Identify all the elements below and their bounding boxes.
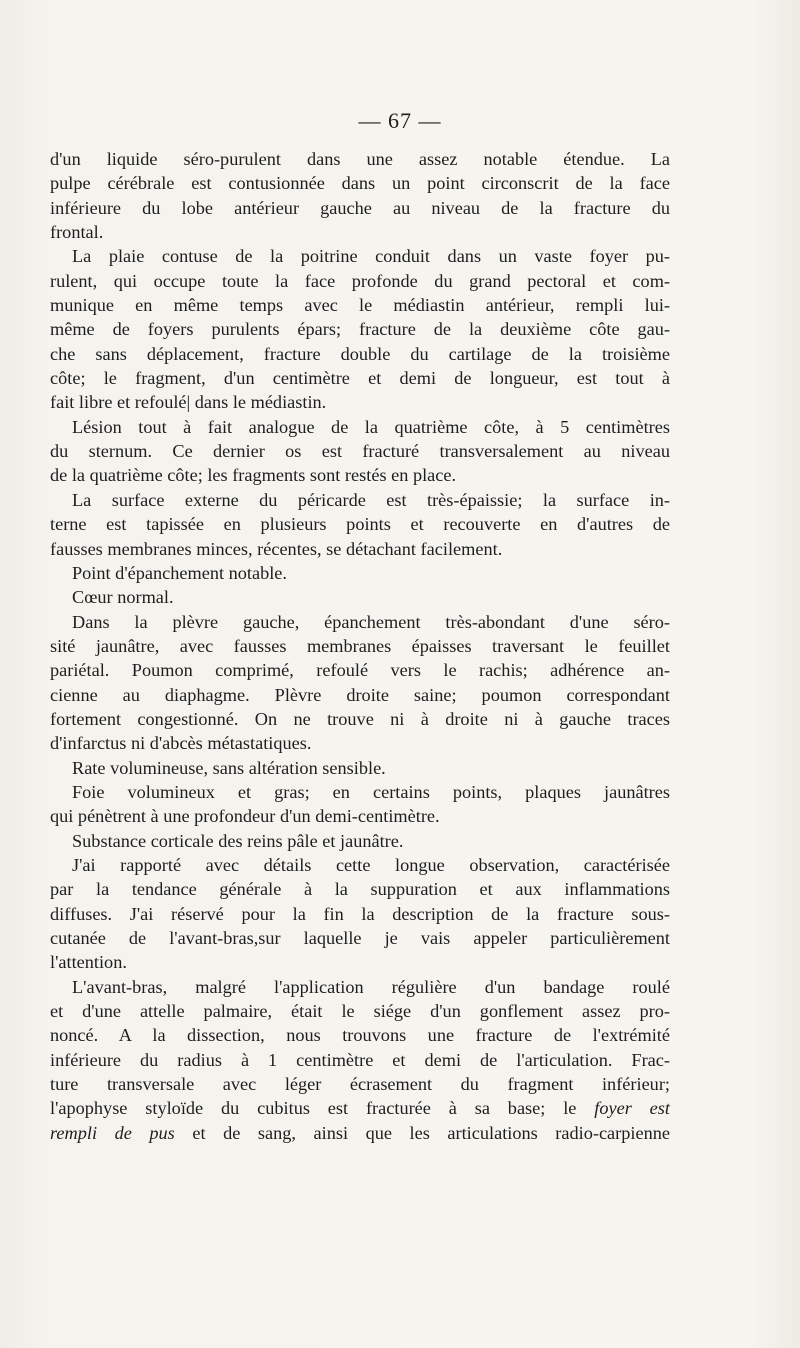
line-text: Foie volumineux et gras; en certains points, plaques jaunâtres (72, 781, 670, 802)
text-line (50, 415, 670, 439)
text-line (50, 731, 670, 755)
text-line (50, 317, 670, 341)
italic-text: foyer est (594, 1098, 670, 1119)
body-text (50, 147, 670, 1145)
text-line (50, 585, 670, 609)
line-text: frontal. (50, 222, 104, 243)
line-text: La plaie contuse de la poitrine conduit dans un vaste foyer pu- (72, 246, 670, 267)
line-text: ture transversale avec léger écrasement du fragment inférieur; (50, 1074, 670, 1095)
page-number: — 67 — (358, 108, 442, 133)
text-line (50, 342, 670, 366)
text-line (50, 196, 670, 220)
text-line (50, 877, 670, 901)
line-text: La surface externe du péricarde est très-épaissie; la surface in- (72, 489, 670, 510)
line-text: Dans la plèvre gauche, épanchement très-abondant d'une séro- (72, 611, 670, 632)
line-text: Point d'épanchement notable. (72, 562, 287, 583)
text-line (50, 999, 670, 1023)
line-text: fausses membranes minces, récentes, se détachant facilement. (50, 538, 503, 559)
line-text: Cœur normal. (72, 587, 174, 608)
text-line (50, 390, 670, 414)
line-text: J'ai rapporté avec détails cette longue observation, caractérisée (72, 854, 670, 875)
text-line (50, 804, 670, 828)
text-line (50, 853, 670, 877)
line-text: l'apophyse styloïde du cubitus est fracturée à sa base; le (50, 1098, 577, 1119)
text-line (50, 512, 670, 536)
text-line (50, 147, 670, 171)
text-line (50, 463, 670, 487)
line-text: inférieure du radius à 1 centimètre et demi de l'articulation. Frac- (50, 1049, 670, 1070)
text-line (50, 1072, 670, 1096)
line-text: d'un liquide séro-purulent dans une assez notable étendue. La (50, 149, 670, 169)
text-line (50, 293, 670, 317)
line-text: l'attention. (50, 952, 127, 973)
line-text: inférieure du lobe antérieur gauche au niveau de la fracture du (50, 197, 670, 218)
text-line (50, 244, 670, 268)
line-text: et d'une attelle palmaire, était le siége d'un gonflement assez pro- (50, 1001, 670, 1022)
line-text: noncé. A la dissection, nous trouvons une fracture de l'extrémité (50, 1025, 670, 1046)
text-line (50, 220, 670, 244)
text-line (50, 683, 670, 707)
text-line (50, 829, 670, 853)
line-text: rulent, qui occupe toute la face profonde du grand pectoral et com- (50, 270, 670, 291)
line-text: L'avant-bras, malgré l'application régulière d'un bandage roulé (72, 976, 670, 997)
text-line (50, 366, 670, 390)
text-line (50, 756, 670, 780)
text-line (50, 658, 670, 682)
text-line (50, 926, 670, 950)
text-line (50, 610, 670, 634)
line-text: qui pénètrent à une profondeur d'un demi-centimètre. (50, 806, 440, 827)
text-line (50, 902, 670, 926)
text-line (50, 269, 670, 293)
line-text: de la quatrième côte; les fragments sont restés en place. (50, 465, 457, 486)
text-line (50, 1121, 670, 1145)
text-line (50, 634, 670, 658)
line-text: côte; le fragment, d'un centimètre et demi de longueur, est tout à (50, 368, 670, 389)
line-text: diffuses. J'ai réservé pour la fin la description de la fracture sous- (50, 903, 670, 924)
line-text: cutanée de l'avant-bras,sur laquelle je vais appeler particulièrement (50, 928, 670, 948)
text-line (50, 488, 670, 512)
line-text: même de foyers purulents épars; fracture de la deuxième côte gau- (50, 319, 670, 340)
text-line (50, 561, 670, 585)
line-text: et de sang, ainsi que les articulations radio-carpienne (192, 1122, 670, 1143)
text-line (50, 439, 670, 463)
line-text: d'infarctus ni d'abcès métastatiques. (50, 733, 312, 754)
text-line (50, 1048, 670, 1072)
line-text: Substance corticale des reins pâle et jaunâtre. (72, 830, 404, 851)
line-text: par la tendance générale à la suppuration et aux inflammations (50, 879, 670, 900)
line-text: pulpe cérébrale est contusionnée dans un point circonscrit de la face (50, 173, 670, 194)
text-line (50, 780, 670, 804)
line-text: terne est tapissée en plusieurs points et recouverte en d'autres de (50, 514, 670, 535)
italic-text: rempli de pus (50, 1122, 175, 1143)
text-line (50, 707, 670, 731)
line-text: cienne au diaphagme. Plèvre droite saine; poumon correspondant (50, 684, 670, 705)
line-text: che sans déplacement, fracture double du cartilage de la troisième (50, 343, 670, 364)
line-text: pariétal. Poumon comprimé, refoulé vers le rachis; adhérence an- (50, 660, 670, 681)
text-line (50, 975, 670, 999)
line-text: munique en même temps avec le médiastin antérieur, rempli lui- (50, 295, 670, 316)
text-line (50, 1023, 670, 1047)
line-text: sité jaunâtre, avec fausses membranes épaisses traversant le feuillet (50, 635, 670, 656)
line-text: du sternum. Ce dernier os est fracturé transversalement au niveau (50, 441, 670, 462)
text-line (50, 950, 670, 974)
line-text: fait libre et refoulé| dans le médiastin. (50, 392, 327, 413)
line-text: fortement congestionné. On ne trouve ni à droite ni à gauche traces (50, 708, 670, 729)
line-text: Lésion tout à fait analogue de la quatrième côte, à 5 centimètres (72, 416, 670, 437)
text-line (50, 537, 670, 561)
line-text: Rate volumineuse, sans altération sensible. (72, 757, 386, 778)
text-line (50, 1096, 670, 1120)
text-line (50, 171, 670, 195)
